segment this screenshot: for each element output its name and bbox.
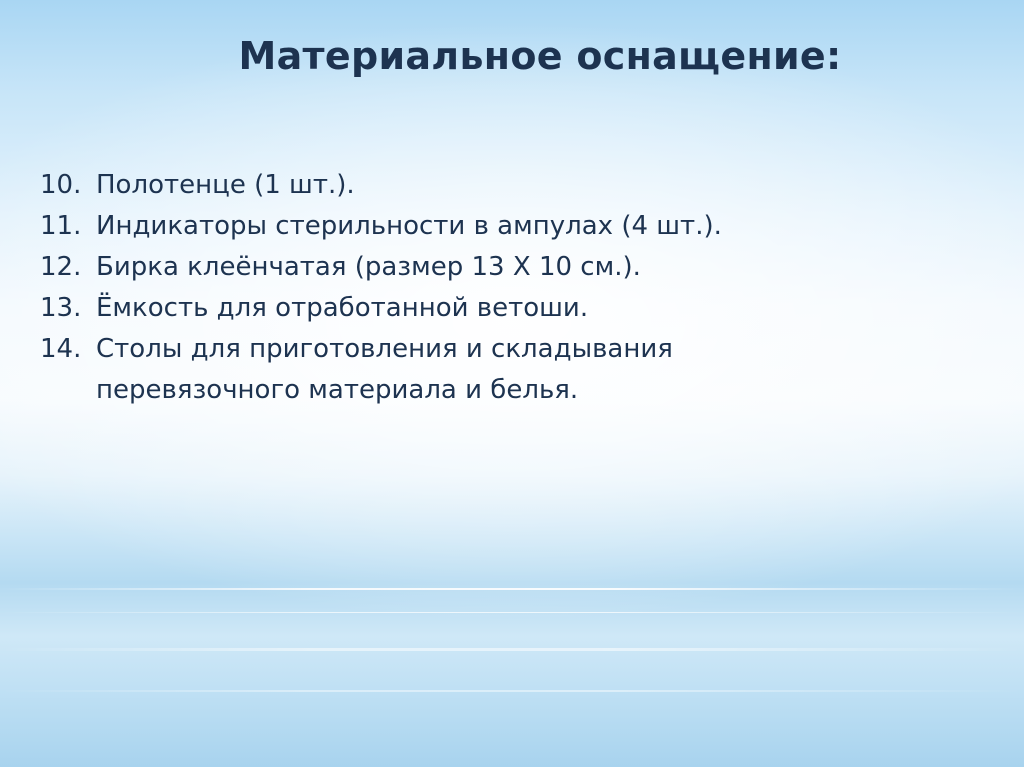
list-item	[40, 247, 1000, 288]
list-item-number: 10.	[40, 170, 82, 200]
list-item	[40, 206, 1000, 247]
list-item-text: Столы для приготовления и складывания перевязочного материала и белья.	[96, 334, 673, 405]
background-light-streak	[0, 612, 1024, 613]
list-item-number: 13.	[40, 293, 82, 323]
background-light-streak	[0, 690, 1024, 692]
equipment-list	[40, 165, 1000, 411]
list-item-text: Ёмкость для отработанной ветоши.	[96, 293, 589, 323]
list-item	[40, 165, 1000, 206]
background-light-streak	[0, 648, 1024, 651]
list-item-number: 11.	[40, 211, 82, 241]
list-item	[40, 288, 1000, 329]
list-item-number: 12.	[40, 252, 82, 282]
background-light-streak	[0, 588, 1024, 590]
slide-title: Материальное оснащение:	[238, 34, 842, 78]
list-item-text: Полотенце (1 шт.).	[96, 170, 355, 200]
list-item	[40, 329, 1000, 411]
list-item-text: Бирка клеёнчатая (размер 13 Х 10 см.).	[96, 252, 641, 282]
list-item-text: Индикаторы стерильности в ампулах (4 шт.).	[96, 211, 722, 241]
list-item-number: 14.	[40, 334, 82, 364]
